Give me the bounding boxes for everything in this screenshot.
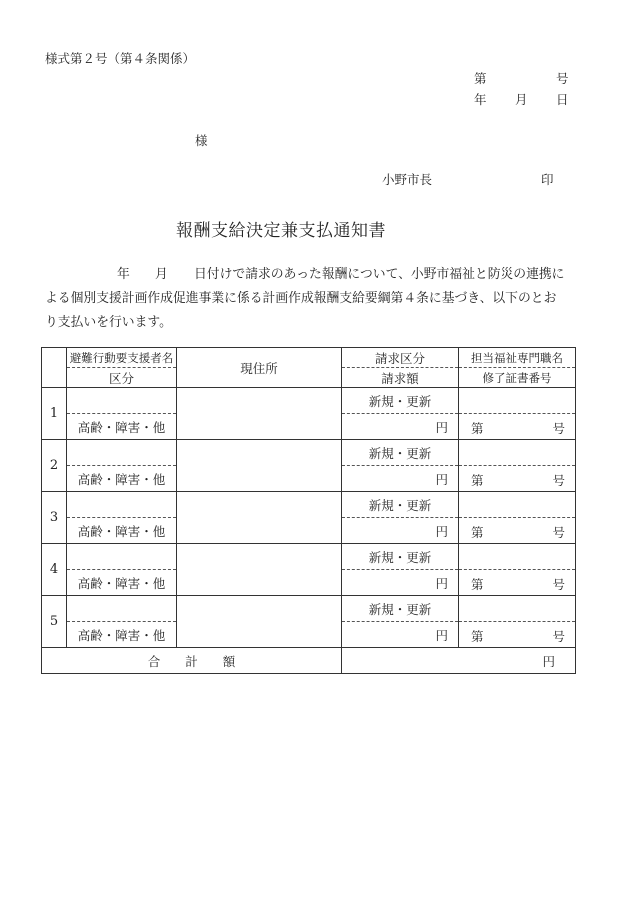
certificate-number-field[interactable]	[459, 622, 576, 648]
header-welfare-professional: 担当福祉専門職名	[459, 348, 576, 368]
row-number: 3	[42, 492, 67, 544]
address-field[interactable]	[177, 440, 342, 492]
professional-name-field[interactable]	[459, 492, 576, 518]
certificate-number-field[interactable]	[459, 414, 576, 440]
header-address: 現住所	[177, 348, 342, 388]
cert-dai: 第	[471, 629, 484, 644]
row-number: 1	[42, 388, 67, 440]
body-line-3: り支払いを行います。	[45, 315, 172, 330]
doc-number-dai: 第	[474, 71, 487, 86]
category-option[interactable]: 高齢・障害・他	[67, 622, 177, 648]
evacuee-name-field[interactable]	[67, 440, 177, 466]
request-type-option[interactable]: 新規・更新	[342, 492, 459, 518]
category-option[interactable]: 高齢・障害・他	[67, 414, 177, 440]
header-certificate-number: 修了証書番号	[459, 368, 576, 388]
request-type-option[interactable]: 新規・更新	[342, 544, 459, 570]
body-line-2: よる個別支援計画作成促進事業に係る計画作成報酬支給要綱第４条に基づき、以下のとお	[45, 291, 557, 306]
amount-yen[interactable]: 円	[342, 622, 459, 648]
category-option[interactable]: 高齢・障害・他	[67, 518, 177, 544]
certificate-number-field[interactable]	[459, 570, 576, 596]
body-date-year: 年	[117, 267, 130, 282]
evacuee-name-field[interactable]	[67, 544, 177, 570]
header-number-cell	[42, 348, 67, 388]
seal-mark: 印	[541, 172, 554, 187]
date-month: 月	[515, 92, 528, 107]
request-type-option[interactable]: 新規・更新	[342, 388, 459, 414]
request-type-option[interactable]: 新規・更新	[342, 596, 459, 622]
cert-dai: 第	[471, 577, 484, 592]
amount-yen[interactable]: 円	[342, 466, 459, 492]
request-type-option[interactable]: 新規・更新	[342, 440, 459, 466]
cert-go: 号	[552, 577, 565, 592]
address-field[interactable]	[177, 388, 342, 440]
form-label: 様式第２号（第４条関係）	[45, 51, 196, 66]
amount-yen[interactable]: 円	[342, 570, 459, 596]
row-number: 2	[42, 440, 67, 492]
header-category: 区分	[67, 368, 177, 388]
amount-yen[interactable]: 円	[342, 518, 459, 544]
category-option[interactable]: 高齢・障害・他	[67, 466, 177, 492]
evacuee-name-field[interactable]	[67, 492, 177, 518]
certificate-number-field[interactable]	[459, 518, 576, 544]
total-label: 合 計 額	[42, 648, 342, 674]
date-day: 日	[556, 92, 569, 107]
row-number: 4	[42, 544, 67, 596]
body-date-month: 月	[155, 267, 168, 282]
cert-dai: 第	[471, 421, 484, 436]
certificate-number-field[interactable]	[459, 466, 576, 492]
evacuee-name-field[interactable]	[67, 596, 177, 622]
cert-go: 号	[552, 525, 565, 540]
header-request-type: 請求区分	[342, 348, 459, 368]
doc-number-go: 号	[556, 71, 569, 86]
payment-table	[41, 347, 576, 674]
address-field[interactable]	[177, 544, 342, 596]
professional-name-field[interactable]	[459, 596, 576, 622]
evacuee-name-field[interactable]	[67, 388, 177, 414]
row-number: 5	[42, 596, 67, 648]
date-year: 年	[474, 92, 487, 107]
category-option[interactable]: 高齢・障害・他	[67, 570, 177, 596]
cert-go: 号	[552, 629, 565, 644]
professional-name-field[interactable]	[459, 388, 576, 414]
amount-yen[interactable]: 円	[342, 414, 459, 440]
header-request-amount: 請求額	[342, 368, 459, 388]
address-field[interactable]	[177, 596, 342, 648]
professional-name-field[interactable]	[459, 544, 576, 570]
addressee-suffix: 様	[195, 133, 208, 148]
issuer-name: 小野市長	[382, 172, 433, 187]
total-amount-yen[interactable]: 円	[342, 648, 576, 674]
cert-go: 号	[552, 473, 565, 488]
address-field[interactable]	[177, 492, 342, 544]
cert-go: 号	[552, 421, 565, 436]
body-line-1: 日付けで請求のあった報酬について、小野市福祉と防災の連携に	[194, 267, 565, 282]
cert-dai: 第	[471, 525, 484, 540]
cert-dai: 第	[471, 473, 484, 488]
header-evacuee-name: 避難行動要支援者名	[67, 348, 177, 368]
professional-name-field[interactable]	[459, 440, 576, 466]
document-title: 報酬支給決定兼支払通知書	[176, 221, 386, 241]
